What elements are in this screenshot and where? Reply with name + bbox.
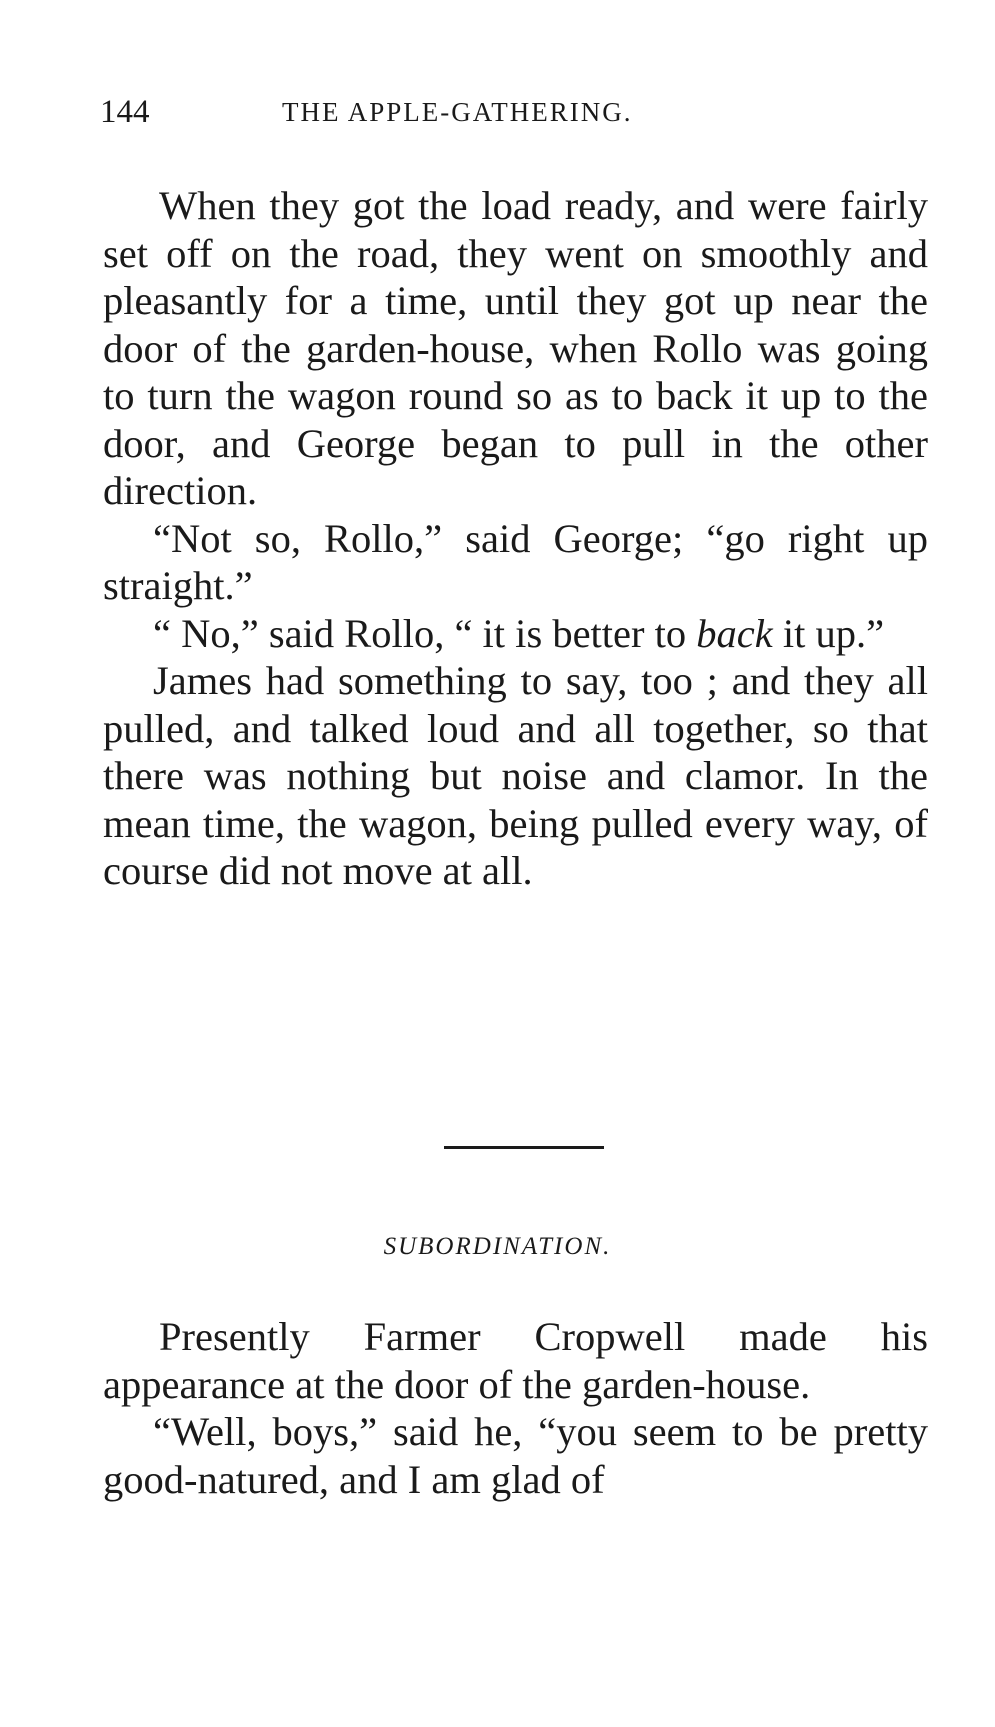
paragraph-text: “ No,” said Rollo, “ it is better to	[153, 610, 697, 656]
page-number: 144	[100, 94, 150, 130]
running-title: THE APPLE-GATHERING.	[282, 97, 633, 127]
paragraph: “Well, boys,” said he, “you seem to be pretty good-natured, and I am glad of	[103, 1409, 928, 1502]
body-text-section-1	[103, 182, 928, 895]
running-head	[100, 92, 930, 132]
body-text-section-2	[103, 1313, 928, 1503]
paragraph: Presently Farmer Cropwell made his appearance at the door of the garden-house.	[103, 1314, 928, 1407]
paragraph-text: it up.”	[772, 610, 885, 656]
paragraph	[103, 610, 928, 658]
paragraph: James had something to say, too ; and they all pulled, and talked loud and all together, so that there was nothing but noise and clamor. In the mean time, the wagon, being pulled every way, of course did not move at all.	[103, 658, 928, 893]
section-heading: SUBORDINATION.	[383, 1233, 612, 1260]
paragraph: “Not so, Rollo,” said George; “go right up straight.”	[103, 515, 928, 608]
paragraph: When they got the load ready, and were fairly set off on the road, they went on smoothly and pleasantly for a time, until they got up near the door of the garden-house, when Rollo was going to turn the wagon round so as to back it up to the door, and George began to pull in the other direction.	[103, 183, 928, 513]
section-divider	[444, 1146, 604, 1149]
italic-word: back	[696, 610, 773, 656]
